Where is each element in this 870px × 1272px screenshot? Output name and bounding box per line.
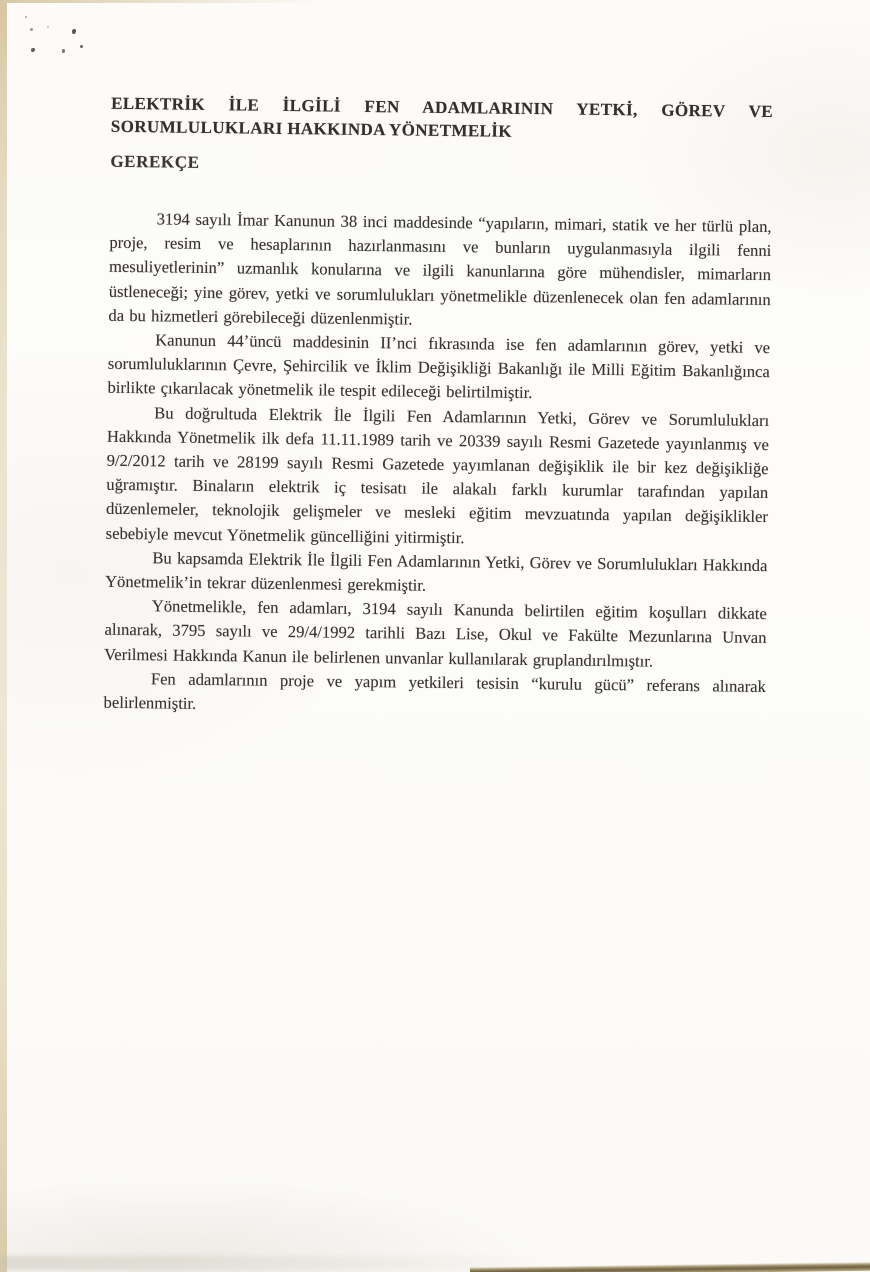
document-content bbox=[103, 92, 773, 724]
paragraph-2: Kanunun 44’üncü maddesinin II’nci fıkrasında ise fen adamlarının görev, yetki ve sorumluluklarının Çevre, Şehircilik ve İklim Değişikliği Bakanlığı ile Milli Eğitim Bakanlığınca birlikte çıkarılacak yönetmelik ile tespit edileceği belirtilmiştir. bbox=[107, 330, 771, 403]
ink-speck bbox=[72, 29, 76, 34]
ink-speck bbox=[30, 28, 33, 31]
document-title bbox=[111, 92, 774, 146]
paragraph-5: Yönetmelikle, fen adamları, 3194 sayılı Kanunda belirtilen eğitim koşulları dikkate alınarak, 3795 sayılı ve 29/4/1992 tarihli Bazı Lise, Okul ve Fakülte Mezunlarına Unvan Verilmesi Hakkında Kanun ile belirlenen unvanlar kullanılarak gruplandırılmıştır. bbox=[104, 596, 767, 671]
paragraph-3: Bu doğrultuda Elektrik İle İlgili Fen Adamlarının Yetki, Görev ve Sorumlulukları Hakkında Yönetmelik ilk defa 11.11.1989 tarih ve 20339 sayılı Resmi Gazetede yayınlanmış ve 9/2/2012 tarih ve 28199 sayılı Resmi Gazetede yayımlanan değişiklik ile bir kez değişikliğe uğramıştır. Binaların elektrik iç tesisatı ile alakalı farklı kurumlar tarafından yapılan düzenlemeler, teknolojik gelişmeler ve mesleki eğitim mevzuatında yapılan değişiklikler sebebiyle mevcut Yönetmelik güncelliğini yitirmiştir. bbox=[105, 402, 770, 547]
ink-speck bbox=[25, 16, 27, 18]
scan-edge-left bbox=[0, 0, 7, 1272]
ink-speck bbox=[62, 49, 65, 53]
section-heading-gerekce: GEREKÇE bbox=[110, 151, 200, 172]
document-title-line2: SORUMLULUKLARI HAKKINDA YÖNETMELİK bbox=[110, 116, 513, 141]
ink-speck bbox=[31, 48, 35, 52]
paragraph-4: Bu kapsamda Elektrik İle İlgili Fen Adamlarının Yetki, Görev ve Sorumlulukları Hakkında Yönetmelik’in tekrar düzenlenmesi gerekmiştir. bbox=[105, 548, 768, 595]
paragraph-6: Fen adamlarının proje ve yapım yetkileri tesisin “kurulu gücü” referans alınarak belirlenmiştir. bbox=[103, 669, 766, 713]
scan-edge-top bbox=[0, 0, 320, 3]
ink-speck bbox=[80, 45, 83, 48]
ink-speck bbox=[47, 26, 49, 28]
document-body bbox=[103, 207, 771, 724]
paragraph-1: 3194 sayılı İmar Kanunun 38 inci maddesinde “yapıların, mimari, statik ve her türlü plan, proje, resim ve hesaplarının hazırlanmasını ve bunların uygulanmasıyla ilgili fenni mesuliyetlerinin” uzmanlık konularına ve ilgili kanunlarına göre mühendisler, mimarların üstleneceği; yine görev, yetki ve sorumlulukları yönetmelikle düzenlenecek olan fen adamlarının da bu hizmetleri görebileceği düzenlenmiştir. bbox=[108, 209, 772, 329]
document-title-line1: ELEKTRİK İLE İLGİLİ FEN ADAMLARININ YETKİ, GÖREV VE bbox=[111, 93, 774, 122]
